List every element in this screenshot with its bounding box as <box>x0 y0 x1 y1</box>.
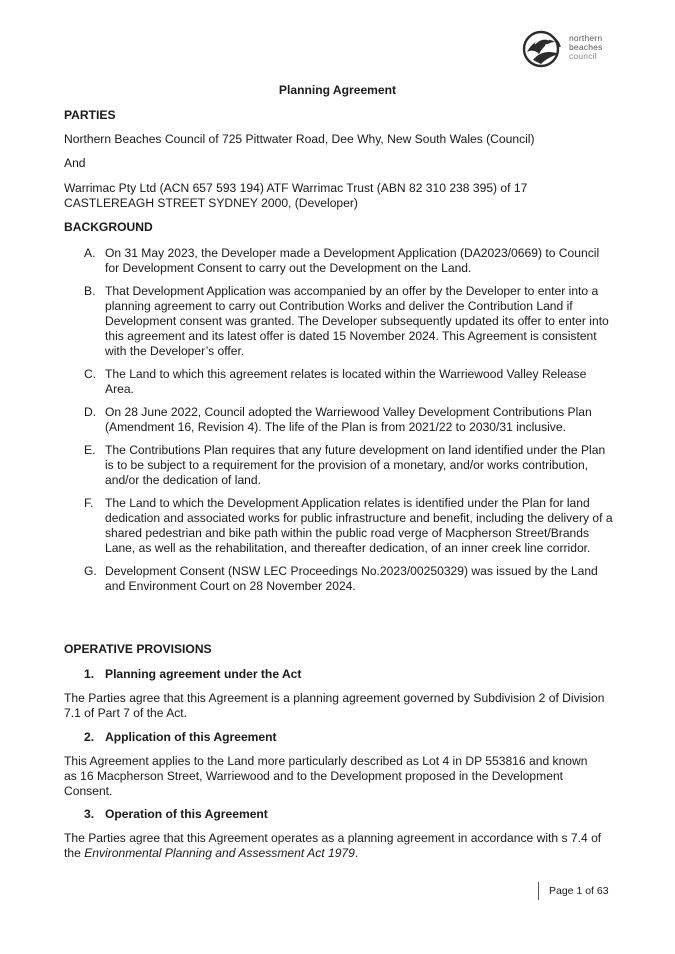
council-logo <box>521 30 617 68</box>
item-text: The Contributions Plan requires that any future development on land identified under the Plan is to be subject to a requirement for the provision of a monetary, and/or works contribution, and/or the dedication of land. <box>105 443 606 487</box>
section-title: Application of this Agreement <box>105 730 277 744</box>
list-item <box>84 246 614 276</box>
logo-line-1: northern <box>569 33 603 43</box>
section-3-text <box>64 831 614 861</box>
item-text: That Development Application was accompanied by an offer by the Developer to enter into a planning agreement to carry out Contribution Works and deliver the Contribution Land if Development consent was granted. The Developer subsequently updated its offer to enter into this agreement and its latest offer is dated 15 November 2024. This Agreement is consistent with the Developer’s offer. <box>105 284 609 358</box>
section-3-text-end: . <box>354 846 359 860</box>
northern-beaches-logo-icon <box>521 30 565 68</box>
logo-wordmark <box>569 34 603 61</box>
list-item <box>84 443 614 488</box>
list-item <box>84 284 614 359</box>
item-marker: F. <box>84 496 94 510</box>
section-2-heading <box>84 730 277 745</box>
item-marker: E. <box>84 443 96 457</box>
item-marker: A. <box>84 246 96 260</box>
parties-heading: PARTIES <box>64 108 116 122</box>
item-marker: C. <box>84 367 97 381</box>
logo-line-3: council <box>569 51 597 61</box>
party-developer: Warrimac Pty Ltd (ACN 657 593 194) ATF Warrimac Trust (ABN 82 310 238 395) of 17 CASTLEREAGH STREET SYDNEY 2000, (Developer) <box>64 181 528 210</box>
item-text: Development Consent (NSW LEC Proceedings No.2023/00250329) was issued by the Land and Environment Court on 28 November 2024. <box>105 564 598 593</box>
parties-and: And <box>64 156 86 170</box>
section-number: 2. <box>84 730 95 744</box>
item-text: On 28 June 2022, Council adopted the Warriewood Valley Development Contributions Plan (Amendment 16, Revision 4). The life of the Plan is from 2021/22 to 2030/31 inclusive. <box>105 405 592 434</box>
section-3-heading <box>84 807 268 822</box>
item-marker: G. <box>84 564 97 578</box>
page-number: Page 1 of 63 <box>538 882 609 900</box>
operative-heading: OPERATIVE PROVISIONS <box>64 642 212 656</box>
item-marker: B. <box>84 284 96 298</box>
logo-line-2: beaches <box>569 42 603 52</box>
list-item <box>84 564 614 594</box>
section-1-text: The Parties agree that this Agreement is a planning agreement governed by Subdivision 2 of Division 7.1 of Part 7 of the Act. <box>64 691 605 720</box>
section-2-text: This Agreement applies to the Land more particularly described as Lot 4 in DP 553816 and known as 16 Macpherson Street, Warriewood and to the Development proposed in the Development Consent. <box>64 754 588 798</box>
item-text: The Land to which the Development Application relates is identified under the Plan for land dedication and associated works for public infrastructure and benefit, including the delivery of a shared pedestrian and bike path within the public road verge of Macpherson Street/Brands Lane, as well as the rehabilitation, and thereafter dedication, of an inner creek line corridor. <box>105 496 613 555</box>
section-title: Operation of this Agreement <box>105 807 268 821</box>
background-list <box>84 246 614 602</box>
act-title: Environmental Planning and Assessment Act 1979 <box>84 846 355 860</box>
party-council: Northern Beaches Council of 725 Pittwater Road, Dee Why, New South Wales (Council) <box>64 132 535 146</box>
list-item <box>84 405 614 435</box>
section-3-text-main: The Parties agree that this Agreement operates as a planning agreement in accordance with s 7.4 of the <box>64 831 602 860</box>
item-text: The Land to which this agreement relates is located within the Warriewood Valley Release Area. <box>105 367 587 396</box>
list-item <box>84 367 614 397</box>
section-1-heading <box>84 667 301 682</box>
background-heading: BACKGROUND <box>64 220 153 234</box>
section-number: 3. <box>84 807 95 821</box>
document-title: Planning Agreement <box>278 83 397 97</box>
item-marker: D. <box>84 405 97 419</box>
section-title: Planning agreement under the Act <box>105 667 302 681</box>
section-number: 1. <box>84 667 95 681</box>
item-text: On 31 May 2023, the Developer made a Development Application (DA2023/0669) to Council for Development Consent to carry out the Development on the Land. <box>105 246 600 275</box>
list-item <box>84 496 614 556</box>
